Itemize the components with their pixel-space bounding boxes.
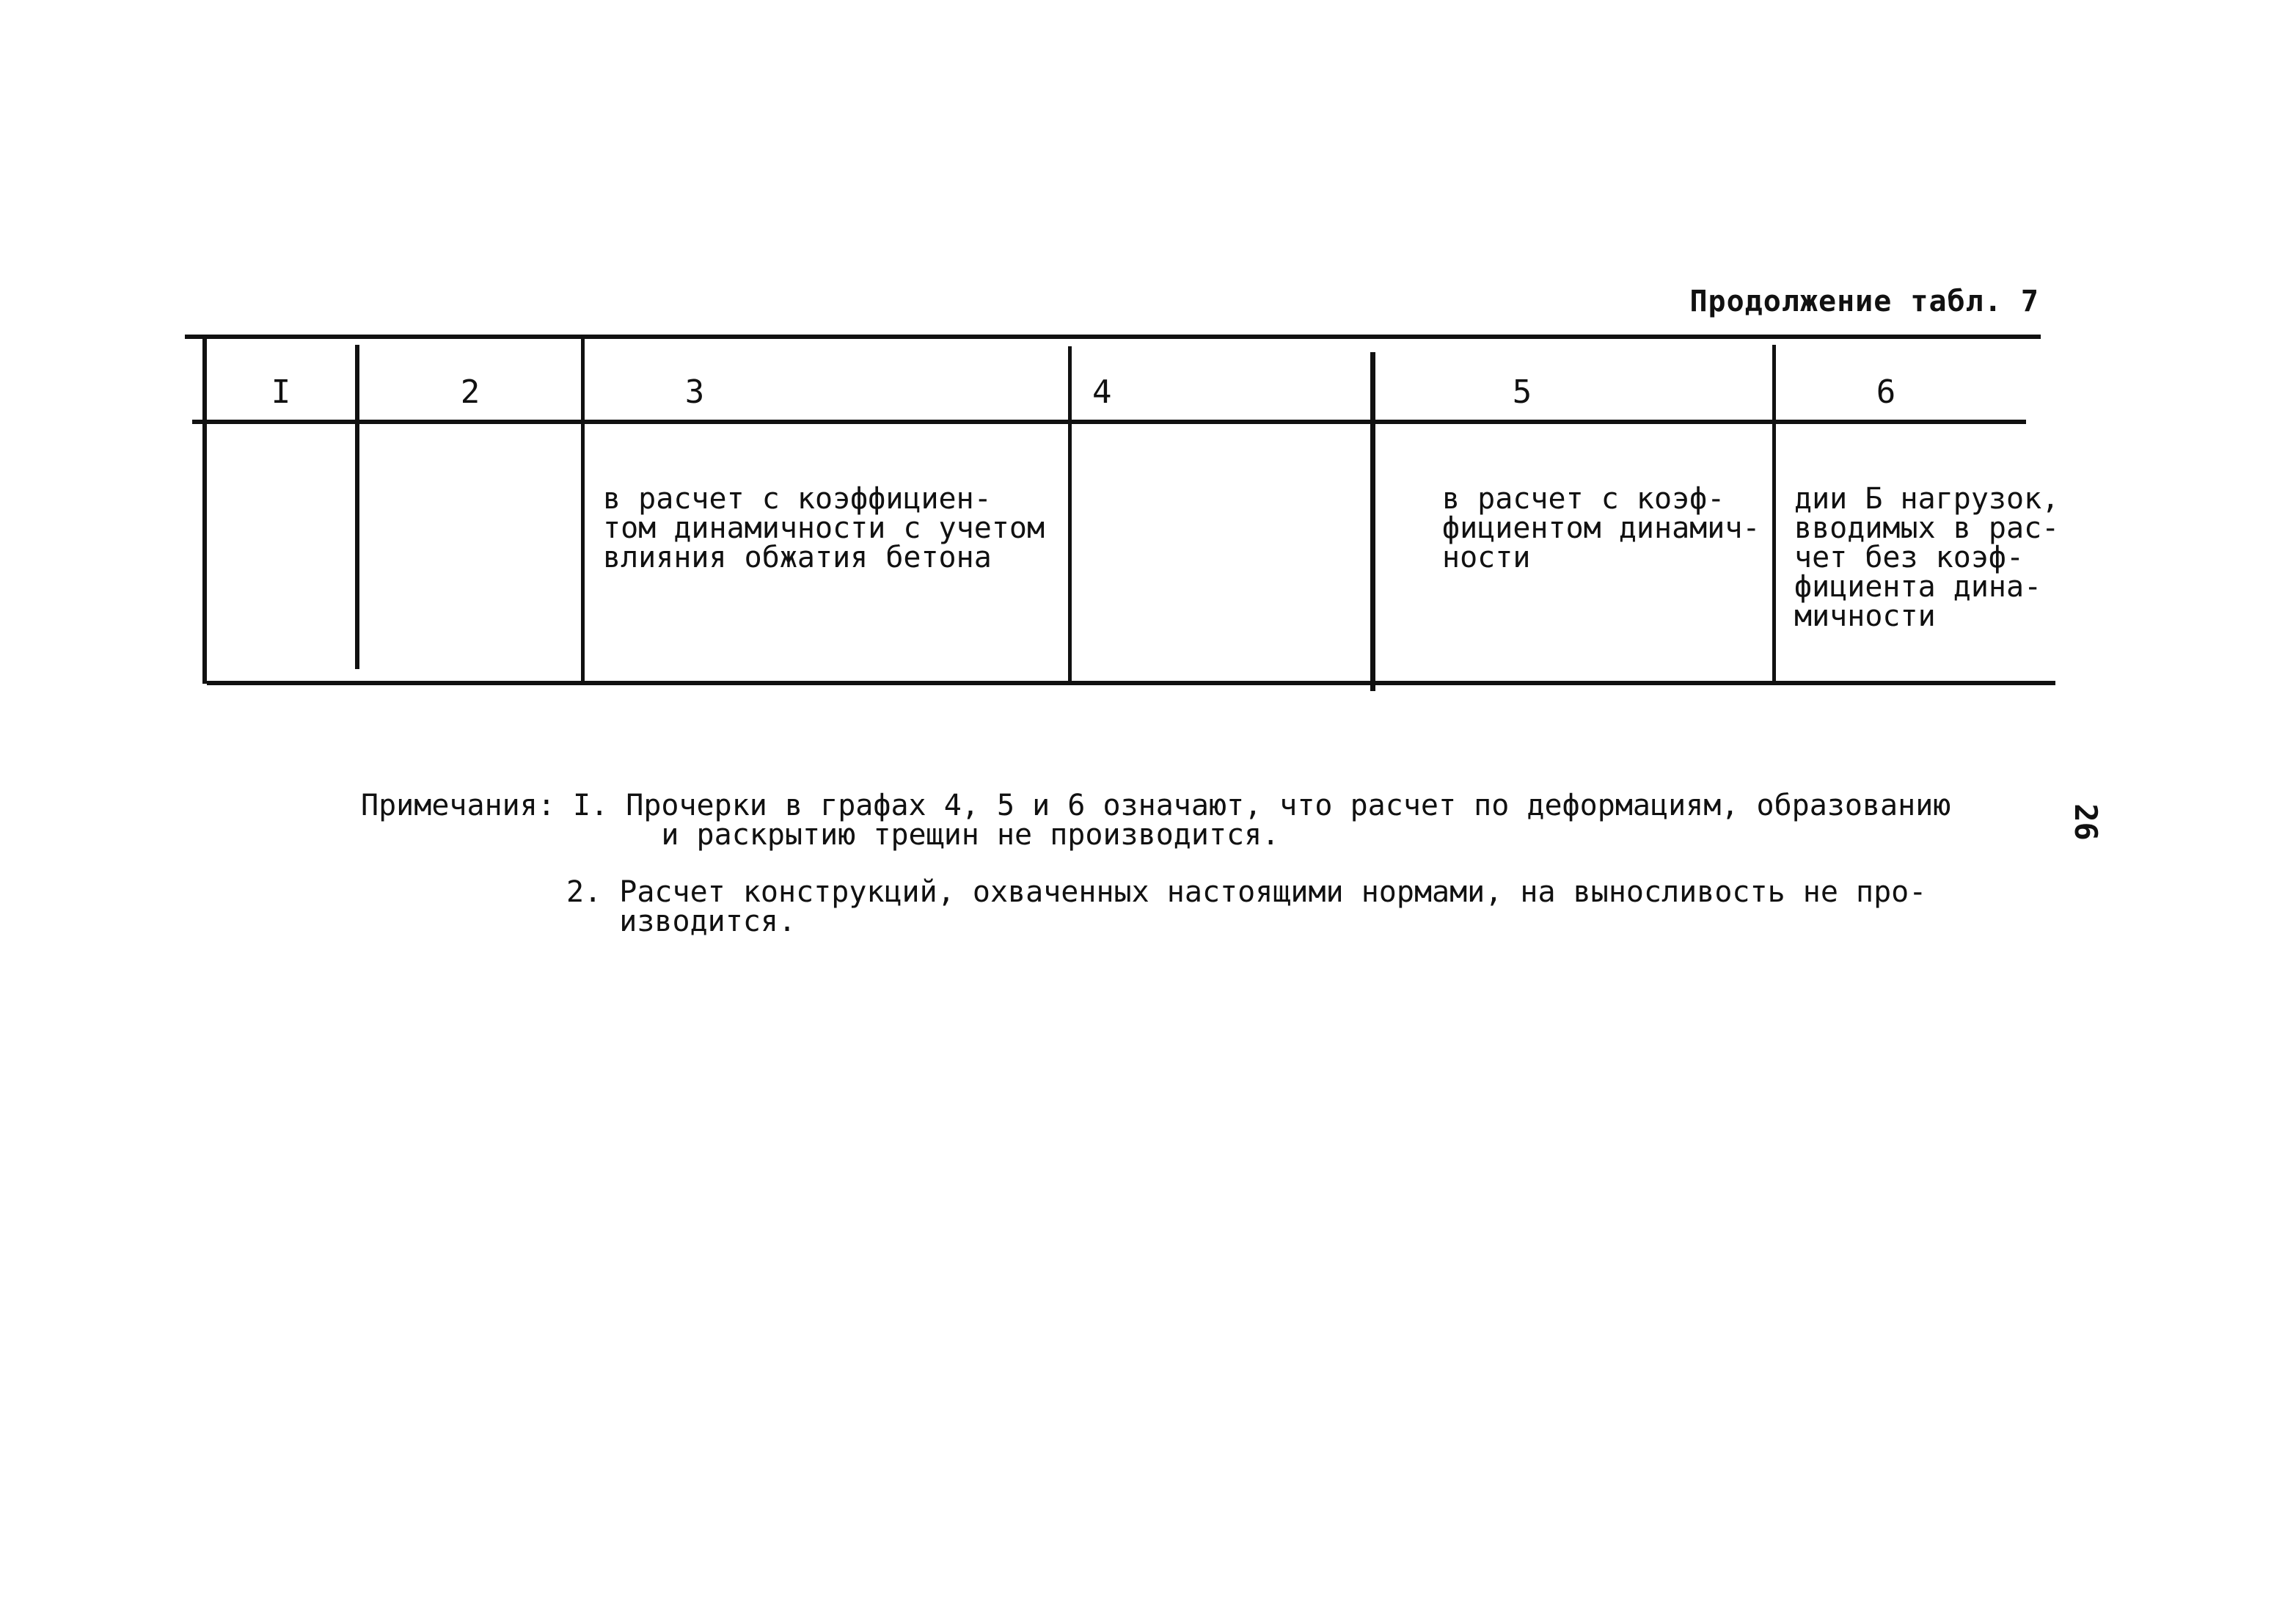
header-col-5: 5 bbox=[1512, 373, 1532, 411]
note-1: Примечания: I. Прочерки в графах 4, 5 и 6 означают, что расчет по деформациям, образованию и раскрытию трещин не производится. bbox=[361, 789, 1951, 852]
table-caption: Продолжение табл. 7 bbox=[1689, 285, 2039, 318]
cell-col-5: в расчет с коэф- фициентом динамич- ности bbox=[1442, 482, 1761, 574]
column-divider-4 bbox=[1370, 352, 1375, 691]
header-col-3: 3 bbox=[684, 373, 705, 411]
cell-col-3: в расчет с коэффициен- том динамичности с учетом влияния обжатия бетона bbox=[603, 482, 1045, 574]
note-2: 2. Расчет конструкций, охваченных настоящими нормами, на выносливость не про- изводится. bbox=[566, 875, 1927, 938]
page-number: 26 bbox=[2067, 803, 2104, 841]
header-col-4: 4 bbox=[1092, 373, 1112, 411]
header-col-2: 2 bbox=[460, 373, 480, 411]
header-col-1: I bbox=[271, 373, 291, 411]
table-bottom-rule bbox=[207, 681, 2055, 685]
cell-col-6: дии Б нагрузок, вводимых в рас- чет без коэф- фициента дина- мичности bbox=[1794, 482, 2060, 633]
table-header-rule bbox=[192, 420, 2026, 424]
table-top-rule bbox=[185, 335, 2041, 339]
header-col-6: 6 bbox=[1876, 373, 1896, 411]
